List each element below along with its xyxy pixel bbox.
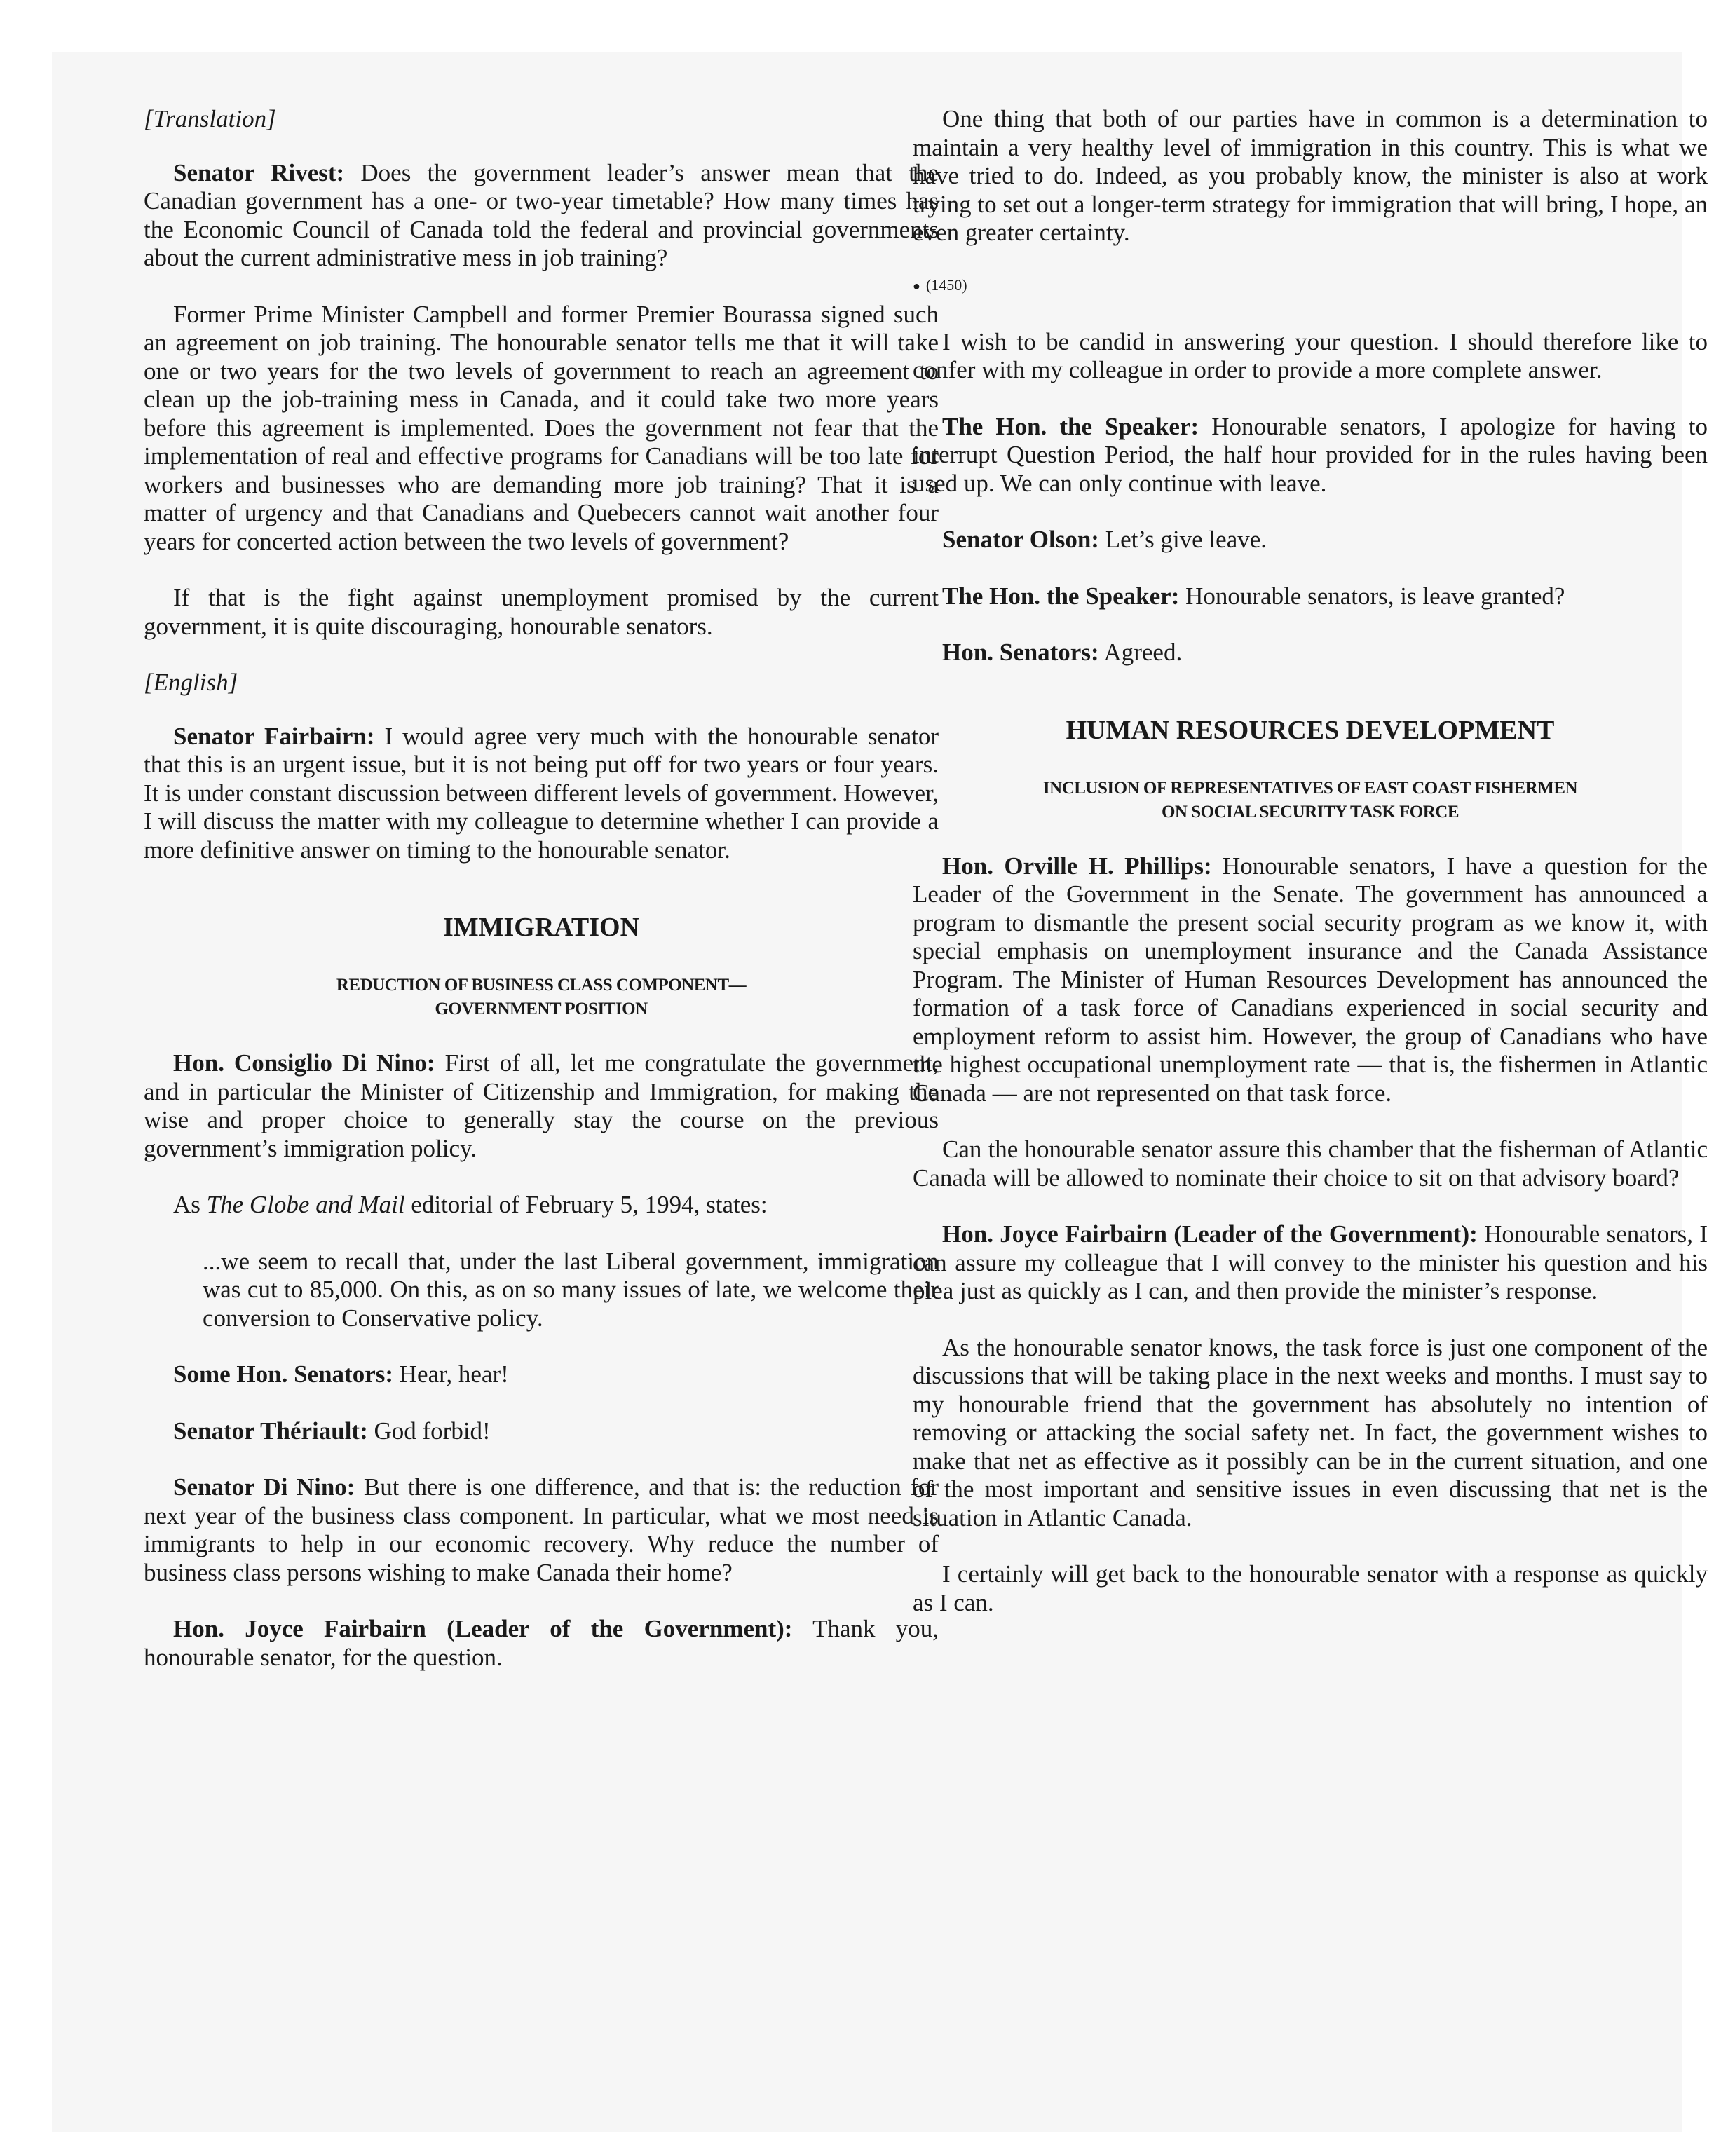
paragraph: If that is the fight against unemployment promised by the current government, it is quite discouraging, honourable senators.	[144, 584, 939, 640]
paragraph-text: Honourable senators, is leave granted?	[1179, 582, 1565, 610]
speaker-name: Senator Di Nino:	[173, 1473, 355, 1501]
paragraph-text: First of all, let me congratulate the government, and in particular the Minister of Citizenship and Immigration, for making the wise and proper choice to generally stay the course on the previous government’s immigration policy.	[144, 1049, 939, 1162]
speaker-name: Hon. Consiglio Di Nino:	[173, 1049, 435, 1077]
quote-text: ...we seem to recall that, under the last Liberal government, immigration was cut to 85,000. On this, as on so many issues of late, we welcome their conversion to Conservative policy.	[203, 1247, 939, 1332]
section-heading: IMMIGRATION	[442, 913, 640, 942]
paragraph-text: Let’s give leave.	[1098, 526, 1267, 553]
speaker-name: Hon. Orville H. Phillips:	[942, 852, 1212, 880]
subheading-line: ON SOCIAL SECURITY TASK FORCE	[1161, 802, 1460, 821]
paragraph	[144, 1417, 939, 1446]
paragraph	[913, 413, 1708, 498]
paragraph-text: I would agree very much with the honourable senator that this is an urgent issue, but it is not being put off for two years or four years. It is under constant discussion between different levels of government. However, I will discuss the matter with my colleague to determine whether I can provide a more definitive answer on timing to the honourable senator.	[144, 722, 939, 864]
paragraph-text: Thank you, honourable senator, for the question.	[144, 1615, 939, 1671]
speaker-name: Hon. Senators:	[942, 639, 1099, 666]
paragraph: Can the honourable senator assure this chamber that the fisherman of Atlantic Canada will be allowed to nominate their choice to sit on that advisory board?	[913, 1135, 1708, 1192]
block-quote	[144, 1248, 939, 1333]
speaker-name: Senator Rivest:	[173, 158, 345, 186]
paragraph: I wish to be candid in answering your question. I should therefore like to confer with my colleague in order to provide a more complete answer.	[913, 327, 1708, 383]
speaker-name: The Hon. the Speaker:	[942, 582, 1180, 610]
paragraph-text: Does the government leader’s answer mean that the Canadian government has a one- or two-year timetable? How many times has the Economic Council of Canada told the federal and provincial governments about the current administrative mess in job training?	[144, 158, 939, 271]
section-heading: HUMAN RESOURCES DEVELOPMENT	[1066, 715, 1555, 745]
speaker-name: Hon. Joyce Fairbairn (Leader of the Government):	[942, 1220, 1478, 1248]
paragraph	[913, 526, 1708, 554]
paragraph	[913, 639, 1708, 667]
section-subheading	[913, 777, 1708, 824]
paragraph-text: Agreed.	[1098, 639, 1183, 666]
paragraph: As the honourable senator knows, the task force is just one component of the discussions that will be taking place in the next weeks and months. I must say to my honourable friend that the government has absolutely no intention of removing or attacking the social safety net. In fact, the government wishes to make that net as effective as it possibly can be in the current situation, and one of the most important and sensitive issues in even discussing that net is the situation in Atlantic Canada.	[913, 1333, 1708, 1531]
page-sheet	[52, 52, 1708, 2132]
paragraph-text: Honourable senators, I can assure my colleague that I will convey to the minister his question and his plea just as quickly as I can, and then provide the minister’s response.	[913, 1220, 1708, 1304]
paragraph	[913, 582, 1708, 611]
section-subheading	[144, 974, 939, 1021]
paragraph: One thing that both of our parties have in common is a determination to maintain a very healthy level of immigration in this country. This is what we have tried to do. Indeed, as you probably know, the minister is also at work trying to set out a longer-term strategy for immigration that will bring, I hope, an even greater certainty.	[913, 105, 1708, 246]
speaker-name: Senator Olson:	[942, 526, 1099, 553]
paragraph	[144, 1191, 939, 1220]
english-tag-text: English	[153, 669, 229, 696]
left-column	[144, 105, 939, 1700]
english-tag: [English]	[144, 669, 238, 696]
paragraph: I certainly will get back to the honourable senator with a response as quickly as I can.	[913, 1560, 1708, 1616]
paragraph	[144, 159, 939, 273]
time-marker-text: (1450)	[925, 275, 967, 294]
paragraph-text: But there is one difference, and that is: the reduction for next year of the business class component. In particular, what we most need is immigrants to help in our economic recovery. Why reduce the number of business class persons wishing to make Canada their home?	[144, 1473, 939, 1586]
speaker-name: Senator Fairbairn:	[173, 722, 375, 750]
speaker-name: Hon. Joyce Fairbairn (Leader of the Government):	[173, 1615, 793, 1642]
right-column	[913, 105, 1708, 1645]
translation-tag-text: Translation	[153, 105, 267, 132]
speaker-name: The Hon. the Speaker:	[942, 412, 1199, 440]
speaker-name: Some Hon. Senators:	[173, 1360, 394, 1388]
paragraph-text: editorial of February 5, 1994, states:	[404, 1191, 768, 1218]
paragraph: Former Prime Minister Campbell and former Premier Bourassa signed such an agreement on job training. The honourable senator tells me that it will take one or two years for the two levels of government to reach an agreement to clean up the job-training mess in Canada, and it could take two more years before this agreement is implemented. Does the government not fear that the implementation of real and effective programs for Canadians will be too late for workers and businesses who are demanding more job training? That it is a matter of urgency and that Canadians and Quebecers cannot wait another four years for concerted action between the two levels of government?	[144, 300, 939, 555]
paragraph	[913, 1220, 1708, 1306]
paragraph-text: God forbid!	[367, 1417, 491, 1445]
paragraph	[144, 1473, 939, 1587]
paragraph-text: Honourable senators, I apologize for having to interrupt Question Period, the half hour provided for in the rules having been used up. We can only continue with leave.	[913, 412, 1708, 497]
paragraph	[913, 852, 1708, 1108]
subheading-line: REDUCTION OF BUSINESS CLASS COMPONENT—	[336, 976, 747, 995]
subheading-line: GOVERNMENT POSITION	[435, 999, 648, 1018]
speaker-name: Senator Thériault:	[173, 1417, 368, 1445]
time-marker	[913, 275, 1708, 296]
paragraph-text: As	[173, 1191, 207, 1218]
paragraph	[144, 1615, 939, 1672]
bullet-icon: ●	[913, 278, 920, 293]
translation-tag: [Translation]	[144, 105, 276, 132]
paragraph	[144, 1360, 939, 1389]
paragraph-text: Hear, hear!	[393, 1360, 509, 1388]
publication-title: The Globe and Mail	[206, 1191, 405, 1218]
paragraph	[144, 1049, 939, 1163]
subheading-line: INCLUSION OF REPRESENTATIVES OF EAST COAST FISHERMEN	[1042, 778, 1578, 798]
paragraph	[144, 723, 939, 865]
paragraph-text: Honourable senators, I have a question for the Leader of the Government in the Senate. The government has announced a program to dismantle the present social security program as we know it, with special emphasis on unemployment insurance and the Canada Assistance Program. The Minister of Human Resources Development has announced the formation of a task force of Canadians experienced in social security and employment reform to assist him. However, the group of Canadians who have the highest occupational unemployment rate — that is, the fishermen in Atlantic Canada — are not represented on that task force.	[913, 852, 1708, 1107]
